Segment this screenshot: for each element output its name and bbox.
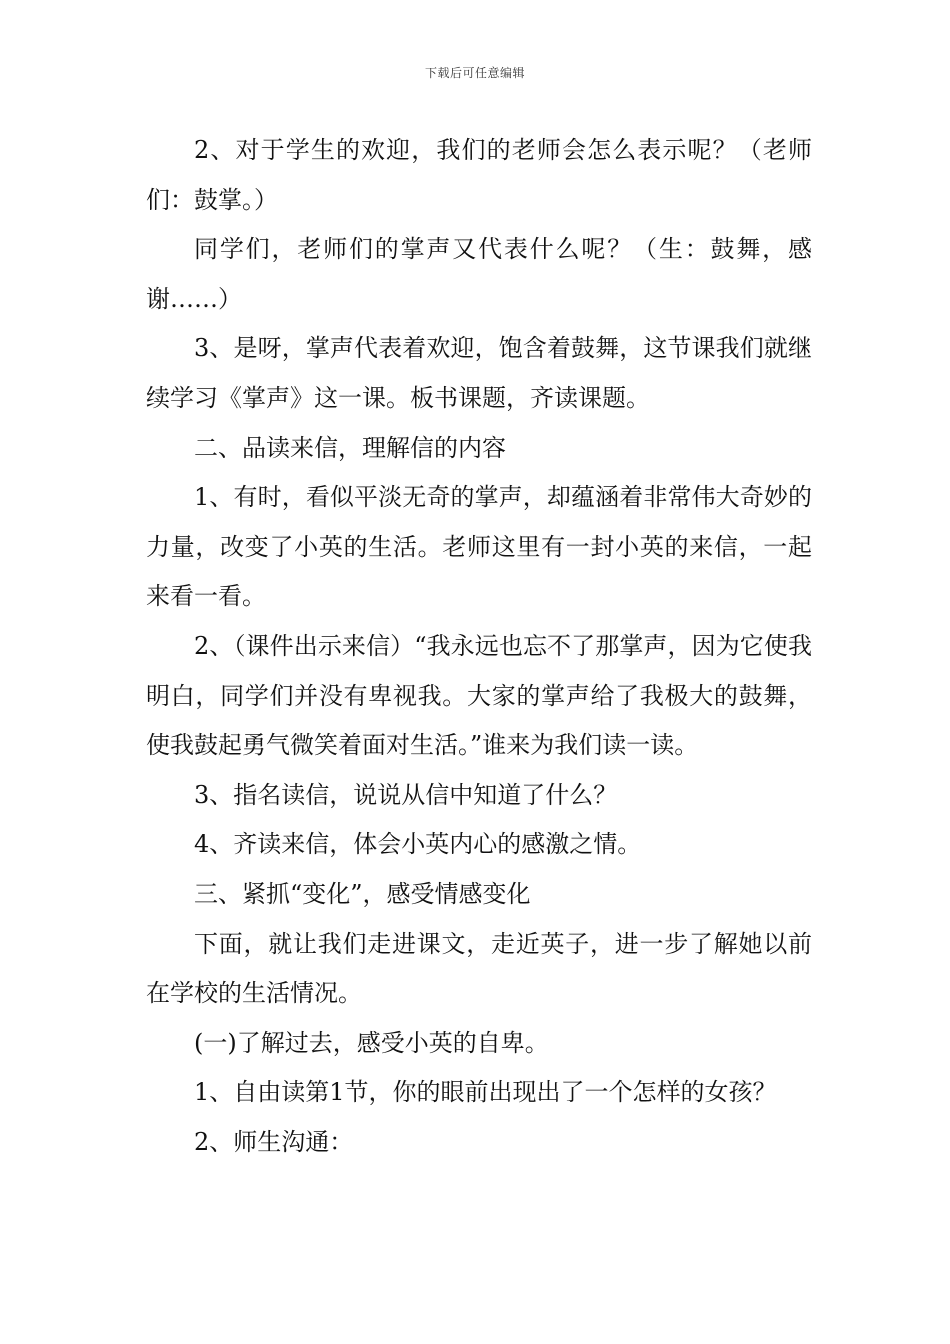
section-heading: 二、品读来信，理解信的内容 <box>194 433 506 462</box>
paragraph: 下面，就让我们走进课文，走近英子，进一步了解她以前在学校的生活情况。 <box>146 929 812 1008</box>
paragraph: 3、指名读信，说说从信中知道了什么？ <box>194 780 618 809</box>
paragraph: 4、齐读来信，体会小英内心的感激之情。 <box>194 830 642 859</box>
section-heading: 三、紧抓“变化”，感受情感变化 <box>194 879 531 908</box>
paragraph: 2、师生沟通： <box>194 1127 354 1156</box>
paragraph: 1、有时，看似平淡无奇的掌声，却蕴涵着非常伟大奇妙的力量，改变了小英的生活。老师这里有一封小英的来信，一起来看一看。 <box>146 483 812 611</box>
document-body <box>146 126 812 1167</box>
page-header-note: 下载后可任意编辑 <box>424 66 525 80</box>
paragraph: 2、对于学生的欢迎，我们的老师会怎么表示呢？（老师们：鼓掌。） <box>146 136 812 214</box>
paragraph: 2、（课件出示来信）“我永远也忘不了那掌声，因为它使我明白，同学们并没有卑视我。大家的掌声给了我极大的鼓舞，使我鼓起勇气微笑着面对生活。”谁来为我们读一读。 <box>146 631 812 760</box>
paragraph: 3、是呀，掌声代表着欢迎，饱含着鼓舞，这节课我们就继续学习《掌声》这一课。板书课题，齐读课题。 <box>146 334 812 412</box>
paragraph: 1、自由读第1节，你的眼前出现出了一个怎样的女孩？ <box>194 1078 777 1107</box>
paragraph: 同学们，老师们的掌声又代表什么呢？（生：鼓舞，感谢……） <box>146 235 812 313</box>
subsection-heading: (一)了解过去，感受小英的自卑。 <box>194 1028 549 1057</box>
